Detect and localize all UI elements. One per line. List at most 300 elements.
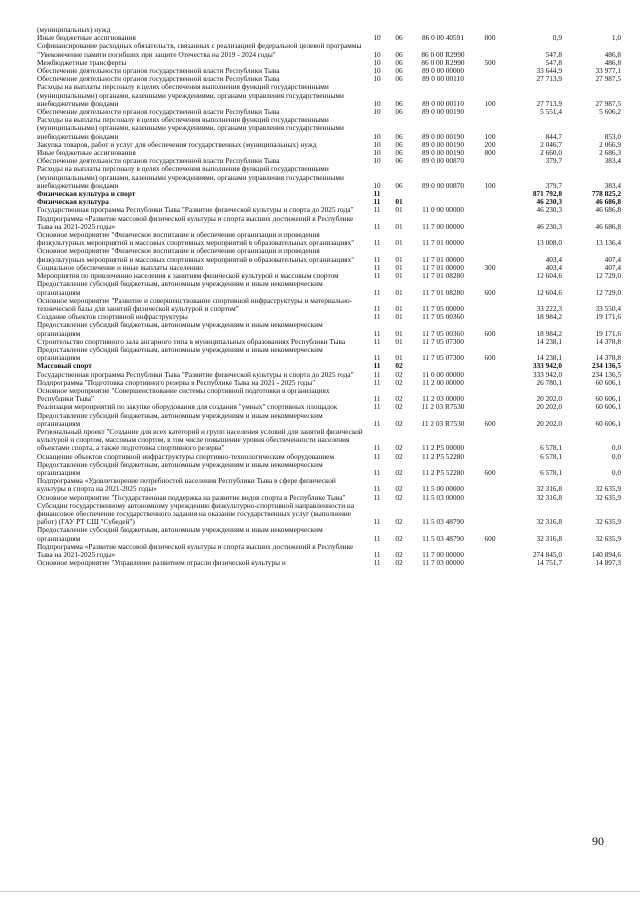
row-amount-year2-cell: 32 635,9 [595, 484, 621, 494]
row-subsection-cell: 06 [395, 139, 403, 149]
row-amount-year2-cell: 14 897,3 [595, 558, 621, 568]
row-section-cell: 11 [373, 262, 381, 272]
row-amount-year2-cell: 234 136,5 [591, 369, 621, 379]
row-amount-year2-cell: 407,4 [604, 262, 621, 272]
table-row [36, 280, 622, 296]
row-amount-year2-cell: 12 729,0 [595, 271, 621, 281]
row-subsection-cell: 02 [395, 369, 403, 379]
row-expense-type-cell [476, 42, 504, 58]
row-amount-year1-cell: 20 202,0 [536, 418, 562, 428]
row-amount-year1-cell: 27 713,9 [536, 74, 562, 84]
row-name-cell: Государственная программа Республики Тыва "Развитие физической культуры и спорта до 2025 года" [37, 369, 354, 379]
row-amount-year1-cell: 379,7 [545, 180, 562, 190]
row-amount-year2-cell: 383,4 [604, 156, 621, 166]
row-amount-year1-cell: 33 644,9 [536, 66, 562, 76]
row-subsection-cell: 02 [395, 533, 403, 543]
row-subsection-cell: 06 [395, 49, 403, 59]
row-target-article-cell: 11 7 03 00000 [422, 558, 464, 568]
row-section-cell: 11 [373, 558, 381, 568]
row-expense-type-cell [476, 198, 504, 206]
row-name-cell: Софинансирование расходных обязательств, связанных с реализацией федеральной целевой программы "Увековечение памяти погибших при защите Отечества на 2019 - 2024 годы" [37, 41, 362, 59]
row-amount-year1-cell: 26 780,1 [536, 377, 562, 387]
row-amount-year2-cell: 383,4 [604, 180, 621, 190]
row-amount-year2-cell: 0,0 [611, 467, 621, 477]
row-section-cell: 11 [373, 328, 381, 338]
row-target-article-cell: 11 2 P5 52280 [421, 467, 465, 477]
row-name-cell: Основное мероприятие "Совершенствование системы спортивной подготовки в организациях Республики Тыва" [37, 385, 330, 404]
row-subsection-cell: 02 [395, 443, 403, 453]
row-expense-type-cell [476, 297, 504, 313]
row-section-cell: 11 [373, 353, 381, 363]
row-amount-year2-cell: 27 987,5 [595, 74, 621, 84]
row-section-cell: 11 [373, 484, 381, 494]
row-expense-type-cell [476, 543, 504, 559]
row-subsection-cell: 01 [395, 262, 403, 272]
row-amount-year1-cell: 33 222,3 [536, 303, 562, 313]
row-name-cell: Закупка товаров, работ и услуг для обеспечения государственных (муниципальных) нужд [37, 139, 317, 149]
row-amount-year1-cell: 403,4 [545, 262, 562, 272]
row-amount-year1-cell: 14 238,1 [536, 353, 562, 363]
row-amount-year2-cell: 60 606,1 [595, 394, 621, 404]
row-amount-year1-cell: 2 660,0 [540, 148, 562, 158]
row-amount-year2-cell: 486,8 [604, 49, 621, 59]
row-amount-year1-cell: 20 202,0 [536, 402, 562, 412]
row-amount-year2-cell: 13 136,4 [595, 238, 621, 248]
row-name-cell: (муниципальных) нужд [37, 25, 111, 34]
row-amount-year2-cell: 5 606,2 [599, 107, 621, 117]
row-amount-year2-cell: 140 894,6 [591, 550, 621, 559]
row-section-cell: 11 [373, 205, 381, 215]
row-name-cell: Подпрограмма «Развитие массовой физической культуры и спорта высших достижений в Республике Тыва на 2021-2025 годы» [37, 541, 354, 559]
row-target-article-cell: 86 0 00 R2990 [421, 49, 465, 59]
table-row [36, 215, 622, 231]
row-expense-type-cell [476, 338, 504, 346]
row-expense-type-cell [476, 231, 504, 247]
row-expense-type-cell: 500 [484, 57, 496, 67]
row-name-cell: Предоставление субсидий бюджетным, автономным учреждениям и иным некоммерческим организациям [37, 525, 323, 543]
row-amount-year1-cell: 18 984,2 [536, 312, 562, 322]
row-amount-year2-cell: 486,8 [604, 57, 621, 67]
row-target-article-cell: 11 7 05 00360 [422, 328, 464, 338]
row-name-cell: Расходы на выплаты персоналу в целях обеспечения выполнения функций государственными (муниципальными) органами, казенными учреждениями, органами управления государственными внебюджетными фондами [37, 115, 344, 141]
table-row [36, 543, 622, 559]
row-expense-type-cell [476, 362, 504, 370]
row-expense-type-cell: 600 [484, 353, 496, 363]
table-row [36, 321, 622, 337]
row-name-cell: Подпрограмма «Удовлетворение потребностей населения Республики Тыва в сфере физической культуры и спорта на 2021-2025 годы» [37, 476, 336, 494]
row-target-article-cell: 11 7 01 08280 [422, 287, 464, 297]
row-expense-type-cell [476, 387, 504, 403]
row-subsection-cell: 02 [395, 517, 403, 527]
row-amount-year2-cell: 46 686,8 [595, 197, 621, 207]
table-row [36, 165, 622, 190]
row-section-cell: 11 [373, 254, 381, 264]
row-target-article-cell: 11 7 05 00360 [422, 312, 464, 322]
row-section-cell: 11 [373, 312, 381, 322]
row-amount-year2-cell: 853,0 [604, 131, 621, 141]
row-name-cell: Физическая культура [37, 197, 109, 207]
row-amount-year1-cell: 2 046,7 [540, 139, 562, 149]
row-expense-type-cell: 100 [484, 131, 496, 141]
row-amount-year1-cell: 18 984,2 [536, 328, 562, 338]
page-number: 90 [592, 834, 604, 848]
row-expense-type-cell: 100 [484, 98, 496, 108]
table-row [36, 502, 622, 527]
row-name-cell: Иные бюджетные ассигнования [37, 33, 136, 43]
row-name-cell: Расходы на выплаты персоналу в целях обеспечения выполнения функций государственными (муниципальными) органами, казенными учреждениями, органами управления государственными внебюджетными фондами [37, 164, 344, 190]
row-expense-type-cell [476, 272, 504, 280]
row-subsection-cell: 06 [395, 74, 403, 84]
row-target-article-cell: 11 2 00 00000 [422, 377, 464, 387]
row-amount-year2-cell: 14 378,8 [595, 336, 621, 346]
row-section-cell: 10 [373, 107, 381, 117]
row-target-article-cell: 11 7 00 00000 [422, 221, 464, 231]
row-expense-type-cell: 800 [484, 148, 496, 158]
row-expense-type-cell [476, 477, 504, 493]
row-subsection-cell: 01 [395, 287, 403, 297]
row-target-article-cell: 11 5 03 48790 [422, 517, 464, 527]
row-name-cell: Субсидии государственному автономному учреждению физкультурно-спортивной направленности на финансовое обеспечение государственного задания на оказание государственных услуг (выполнение работ) (ГАУ РТ СШ "Субедей") [37, 500, 355, 527]
row-section-cell: 11 [373, 443, 381, 453]
row-expense-type-cell [476, 494, 504, 502]
row-expense-type-cell: 200 [484, 139, 496, 149]
budget-table-body [36, 26, 622, 567]
row-subsection-cell: 01 [395, 303, 403, 313]
row-target-article-cell: 11 7 01 00000 [422, 238, 464, 248]
row-amount-year2-cell: 0,0 [611, 451, 621, 461]
row-expense-type-cell [476, 247, 504, 263]
row-subsection-cell: 06 [395, 131, 403, 141]
row-target-article-cell: 11 2 03 00000 [422, 394, 464, 404]
row-expense-type-cell: 300 [484, 262, 496, 272]
row-subsection-cell: 02 [395, 558, 403, 568]
row-expense-type-cell [476, 379, 504, 387]
row-section-cell: 11 [373, 467, 381, 477]
row-expense-type-cell: 600 [484, 287, 496, 297]
row-amount-year2-cell: 234 136,5 [591, 361, 621, 371]
row-name-cell: Основное мероприятие "Физическое воспитание и обеспечение организации и проведения физкультурных мероприятий и массовых спортивных мероприятий в образовательных организациях" [37, 230, 355, 248]
table-row [36, 461, 622, 477]
row-name-cell: Подпрограмма "Подготовка спортивного резерва в Республике Тыва на 2021 - 2025 годы" [37, 377, 316, 387]
row-subsection-cell: 01 [395, 312, 403, 322]
row-subsection-cell: 01 [395, 353, 403, 363]
row-expense-type-cell: 600 [484, 418, 496, 428]
row-amount-year2-cell: 407,4 [604, 254, 621, 264]
row-name-cell: Предоставление субсидий бюджетным, автономным учреждениям и иным некоммерческим организациям [37, 344, 323, 363]
row-expense-type-cell [476, 157, 504, 165]
row-target-article-cell: 11 0 00 00000 [422, 369, 464, 379]
row-target-article-cell: 86 0 00 40591 [422, 33, 464, 43]
row-amount-year1-cell: 844,7 [545, 131, 562, 141]
row-amount-year2-cell: 19 171,6 [595, 328, 621, 338]
row-amount-year1-cell: 333 942,0 [532, 361, 562, 371]
row-amount-year2-cell: 19 171,6 [595, 312, 621, 322]
row-target-article-cell: 89 0 00 00190 [422, 107, 464, 117]
row-name-cell: Обеспечение деятельности органов государственной власти Республики Тыва [37, 74, 280, 84]
budget-table [36, 26, 622, 567]
row-amount-year2-cell: 778 825,2 [591, 189, 621, 199]
row-section-cell: 10 [373, 66, 381, 76]
row-subsection-cell: 02 [395, 361, 403, 371]
row-subsection-cell: 02 [395, 418, 403, 428]
row-expense-type-cell [476, 371, 504, 379]
row-amount-year2-cell: 27 987,5 [595, 98, 621, 108]
row-amount-year1-cell: 27 713,9 [536, 98, 562, 108]
row-expense-type-cell [476, 313, 504, 321]
row-amount-year1-cell: 333 942,0 [532, 369, 562, 379]
row-name-cell: Предоставление субсидий бюджетным, автономным учреждениям и иным некоммерческим организациям [37, 320, 323, 338]
row-amount-year1-cell: 6 578,1 [540, 467, 562, 477]
row-name-cell: Обеспечение деятельности органов государственной власти Республики Тыва [37, 107, 280, 117]
row-expense-type-cell [476, 206, 504, 214]
table-row [36, 387, 622, 403]
table-row [36, 559, 622, 567]
row-target-article-cell: 11 7 05 07300 [422, 353, 464, 363]
row-target-article-cell: 89 0 00 00870 [422, 156, 464, 166]
row-name-cell: Предоставление субсидий бюджетным, автономным учреждениям и иным некоммерческим организациям [37, 459, 323, 477]
row-target-article-cell: 11 7 00 00000 [422, 550, 464, 559]
row-subsection-cell: 02 [395, 550, 403, 559]
row-section-cell: 11 [373, 369, 381, 379]
row-amount-year2-cell: 12 729,0 [595, 287, 621, 297]
row-subsection-cell: 01 [395, 197, 403, 207]
row-section-cell: 11 [373, 271, 381, 281]
row-subsection-cell: 02 [395, 451, 403, 461]
row-amount-year2-cell: 60 606,1 [595, 402, 621, 412]
row-subsection-cell: 06 [395, 107, 403, 117]
row-section-cell: 11 [373, 377, 381, 387]
row-name-cell: Обеспечение деятельности органов государственной власти Республики Тыва [37, 156, 280, 166]
row-section-cell: 11 [373, 189, 381, 199]
row-amount-year2-cell: 60 606,1 [595, 418, 621, 428]
row-name-cell: Основное мероприятие "Развитие и совершенствование спортивной инфраструктуры и материально-технической базы для занятий физической культурой и спортом" [37, 295, 353, 313]
row-name-cell: Оснащение объектов спортивной инфраструктуры спортивно-технологическим оборудованием [37, 451, 334, 461]
row-name-cell: Реализация мероприятий по закупке оборудования для создания "умных" спортивных площадок [37, 402, 338, 412]
row-name-cell: Государственная программа Республики Тыва "Развитие физической культуры и спорта до 2025 года" [37, 205, 354, 215]
row-name-cell: Массовый спорт [37, 361, 92, 371]
row-amount-year2-cell: 60 606,1 [595, 377, 621, 387]
row-name-cell: Расходы на выплаты персоналу в целях обеспечения выполнения функций государственными (муниципальными) органами, казенными учреждениями, органами управления государственными внебюджетными фондами [37, 82, 344, 108]
row-target-article-cell: 86 0 00 R2990 [421, 57, 465, 67]
row-expense-type-cell [476, 403, 504, 411]
row-target-article-cell: 11 7 01 08280 [422, 271, 464, 281]
row-subsection-cell: 02 [395, 377, 403, 387]
row-amount-year2-cell: 32 635,9 [595, 533, 621, 543]
row-name-cell: Социальное обеспечение и иные выплаты населению [37, 262, 204, 272]
row-amount-year2-cell: 2 066,9 [599, 139, 621, 149]
row-name-cell: Межбюджетные трансферты [37, 57, 127, 67]
row-section-cell: 10 [373, 131, 381, 141]
row-amount-year1-cell: 20 202,0 [536, 394, 562, 404]
row-target-article-cell: 89 0 00 00190 [422, 148, 464, 158]
row-name-cell: Предоставление субсидий бюджетным, автономным учреждениям и иным некоммерческим организациям [37, 410, 323, 428]
row-amount-year2-cell: 32 635,9 [595, 492, 621, 502]
row-expense-type-cell [476, 453, 504, 461]
table-row [36, 477, 622, 493]
row-amount-year2-cell: 46 686,8 [595, 221, 621, 231]
row-section-cell: 11 [373, 533, 381, 543]
table-row [36, 428, 622, 453]
row-amount-year1-cell: 46 230,3 [536, 197, 562, 207]
row-subsection-cell: 06 [395, 57, 403, 67]
row-amount-year1-cell: 547,8 [545, 49, 562, 59]
row-expense-type-cell: 600 [484, 533, 496, 543]
table-row [36, 83, 622, 108]
row-subsection-cell: 06 [395, 33, 403, 43]
row-name-cell: Основное мероприятие "Управление развитием отрасли физической культуры и [37, 558, 286, 568]
row-amount-year1-cell: 46 230,3 [536, 205, 562, 215]
row-amount-year1-cell: 46 230,3 [536, 221, 562, 231]
row-section-cell: 10 [373, 74, 381, 84]
row-subsection-cell: 01 [395, 205, 403, 215]
row-amount-year2-cell: 33 977,1 [595, 66, 621, 76]
row-target-article-cell: 89 0 00 00110 [422, 74, 464, 84]
row-amount-year1-cell: 32 316,8 [536, 517, 562, 527]
row-expense-type-cell [476, 215, 504, 231]
row-section-cell: 10 [373, 148, 381, 158]
row-subsection-cell: 02 [395, 484, 403, 494]
table-row [36, 42, 622, 58]
row-target-article-cell: 11 2 P5 52280 [421, 451, 465, 461]
row-section-cell: 11 [373, 550, 381, 559]
row-subsection-cell: 01 [395, 221, 403, 231]
row-expense-type-cell: 600 [484, 467, 496, 477]
row-name-cell: Региональный проект "Создание для всех категорий и групп населения условий для занятий физической культурой и спортом, массовым спортом, в том числе повышение уровня обеспеченности населения объектами спорта, а также подготовка спортивного резерва" [37, 426, 363, 453]
row-expense-type-cell [476, 502, 504, 527]
row-subsection-cell: 06 [395, 180, 403, 190]
row-amount-year1-cell: 32 316,8 [536, 484, 562, 494]
row-section-cell: 10 [373, 156, 381, 166]
row-amount-year1-cell: 6 578,1 [540, 443, 562, 453]
row-amount-year2-cell: 0,0 [611, 443, 621, 453]
row-subsection-cell: 02 [395, 492, 403, 502]
row-section-cell: 10 [373, 49, 381, 59]
row-section-cell: 11 [373, 394, 381, 404]
row-name-cell: Основное мероприятие "Физическое воспитание и обеспечение организации и проведения физкультурных мероприятий и массовых спортивных мероприятий в образовательных организациях" [37, 246, 355, 264]
row-section-cell: 11 [373, 221, 381, 231]
row-subsection-cell: 01 [395, 254, 403, 264]
row-subsection-cell: 02 [395, 467, 403, 477]
row-subsection-cell: 02 [395, 394, 403, 404]
table-row [36, 526, 622, 542]
row-name-cell: Основное мероприятие "Государственная поддержка на развитие видов спорта в Республике Тыва" [37, 492, 346, 502]
row-section-cell: 11 [373, 238, 381, 248]
table-row [36, 190, 622, 198]
row-name-cell: Иные бюджетные ассигнования [37, 148, 136, 158]
row-section-cell: 11 [373, 517, 381, 527]
row-name-cell: Строительство спортивного зала ангарного типа в муниципальных образованиях Республики Тыва [37, 336, 346, 346]
row-expense-type-cell [476, 559, 504, 567]
row-name-cell: Физическая культура и спорт [37, 189, 136, 199]
row-name-cell: Мероприятия по привлечению населения к занятиям физической культурой и массовым спортом [37, 271, 339, 281]
row-section-cell: 11 [373, 402, 381, 412]
row-target-article-cell: 89 0 00 00190 [422, 139, 464, 149]
row-section-cell: 10 [373, 57, 381, 67]
row-amount-year2-cell: 32 635,9 [595, 517, 621, 527]
row-section-cell: 11 [373, 361, 381, 371]
row-amount-year2-cell: 2 686,3 [599, 148, 621, 158]
row-expense-type-cell [476, 108, 504, 116]
row-expense-type-cell [476, 67, 504, 75]
row-amount-year1-cell: 12 604,6 [536, 287, 562, 297]
row-subsection-cell: 01 [395, 328, 403, 338]
row-amount-year2-cell: 33 550,4 [595, 303, 621, 313]
row-section-cell: 11 [373, 418, 381, 428]
row-target-article-cell: 11 7 01 00000 [422, 262, 464, 272]
row-target-article-cell: 11 2 03 R7530 [421, 418, 465, 428]
scan-edge-line [0, 891, 640, 892]
row-target-article-cell: 89 0 00 00190 [422, 131, 464, 141]
row-subsection-cell: 01 [395, 238, 403, 248]
row-name-cell: Предоставление субсидий бюджетным, автономным учреждениям и иным некоммерческим организациям [37, 279, 323, 297]
row-name-cell: Создание объектов спортивной инфраструктуры [37, 312, 188, 322]
row-section-cell: 10 [373, 98, 381, 108]
row-section-cell: 10 [373, 139, 381, 149]
row-amount-year1-cell: 403,4 [545, 254, 562, 264]
row-subsection-cell: 01 [395, 271, 403, 281]
row-amount-year2-cell: 46 686,8 [595, 205, 621, 215]
row-target-article-cell: 11 0 00 00000 [422, 205, 464, 215]
row-subsection-cell: 06 [395, 98, 403, 108]
row-target-article-cell: 11 7 01 00000 [422, 254, 464, 264]
row-section-cell: 10 [373, 180, 381, 190]
row-amount-year1-cell: 5 551,4 [540, 107, 562, 117]
row-target-article-cell: 89 0 00 00000 [422, 66, 464, 76]
row-amount-year1-cell: 547,8 [545, 57, 562, 67]
row-target-article-cell: 11 7 05 00000 [422, 303, 464, 313]
row-expense-type-cell: 800 [484, 33, 496, 43]
row-amount-year1-cell: 14 238,1 [536, 336, 562, 346]
row-target-article-cell: 11 7 05 07300 [422, 336, 464, 346]
table-row [36, 116, 622, 141]
row-expense-type-cell [476, 75, 504, 83]
row-section-cell: 11 [373, 336, 381, 346]
row-amount-year1-cell: 0,9 [552, 33, 562, 43]
row-amount-year1-cell: 379,7 [545, 156, 562, 166]
row-subsection-cell: 02 [395, 402, 403, 412]
row-amount-year1-cell: 12 604,6 [536, 271, 562, 281]
row-expense-type-cell [476, 190, 504, 198]
row-subsection-cell: 06 [395, 156, 403, 166]
row-amount-year2-cell: 1,0 [611, 33, 621, 43]
row-subsection-cell: 06 [395, 66, 403, 76]
row-section-cell: 11 [373, 451, 381, 461]
row-amount-year1-cell: 274 845,0 [532, 550, 562, 559]
table-row [36, 412, 622, 428]
table-row [36, 297, 622, 313]
row-subsection-cell: 06 [395, 148, 403, 158]
row-expense-type-cell: 600 [484, 328, 496, 338]
row-target-article-cell [410, 190, 476, 198]
row-amount-year1-cell: 32 316,8 [536, 492, 562, 502]
row-amount-year1-cell: 13 008,0 [536, 238, 562, 248]
row-section-cell: 11 [373, 197, 381, 207]
row-expense-type-cell [476, 428, 504, 453]
row-amount-year1-cell: 6 578,1 [540, 451, 562, 461]
table-row [36, 346, 622, 362]
row-target-article-cell: 89 0 00 00110 [422, 98, 464, 108]
row-target-article-cell: 11 5 00 00000 [422, 484, 464, 494]
row-expense-type-cell: 100 [484, 180, 496, 190]
row-target-article-cell: 11 2 P5 00000 [421, 443, 465, 453]
row-target-article-cell: 11 2 03 R7530 [421, 402, 465, 412]
row-target-article-cell: 11 5 03 48790 [422, 533, 464, 543]
row-amount-year1-cell: 14 751,7 [536, 558, 562, 568]
table-row [36, 231, 622, 247]
row-section-cell: 11 [373, 303, 381, 313]
row-target-article-cell: 11 5 03 00000 [422, 492, 464, 502]
row-section-cell: 11 [373, 287, 381, 297]
